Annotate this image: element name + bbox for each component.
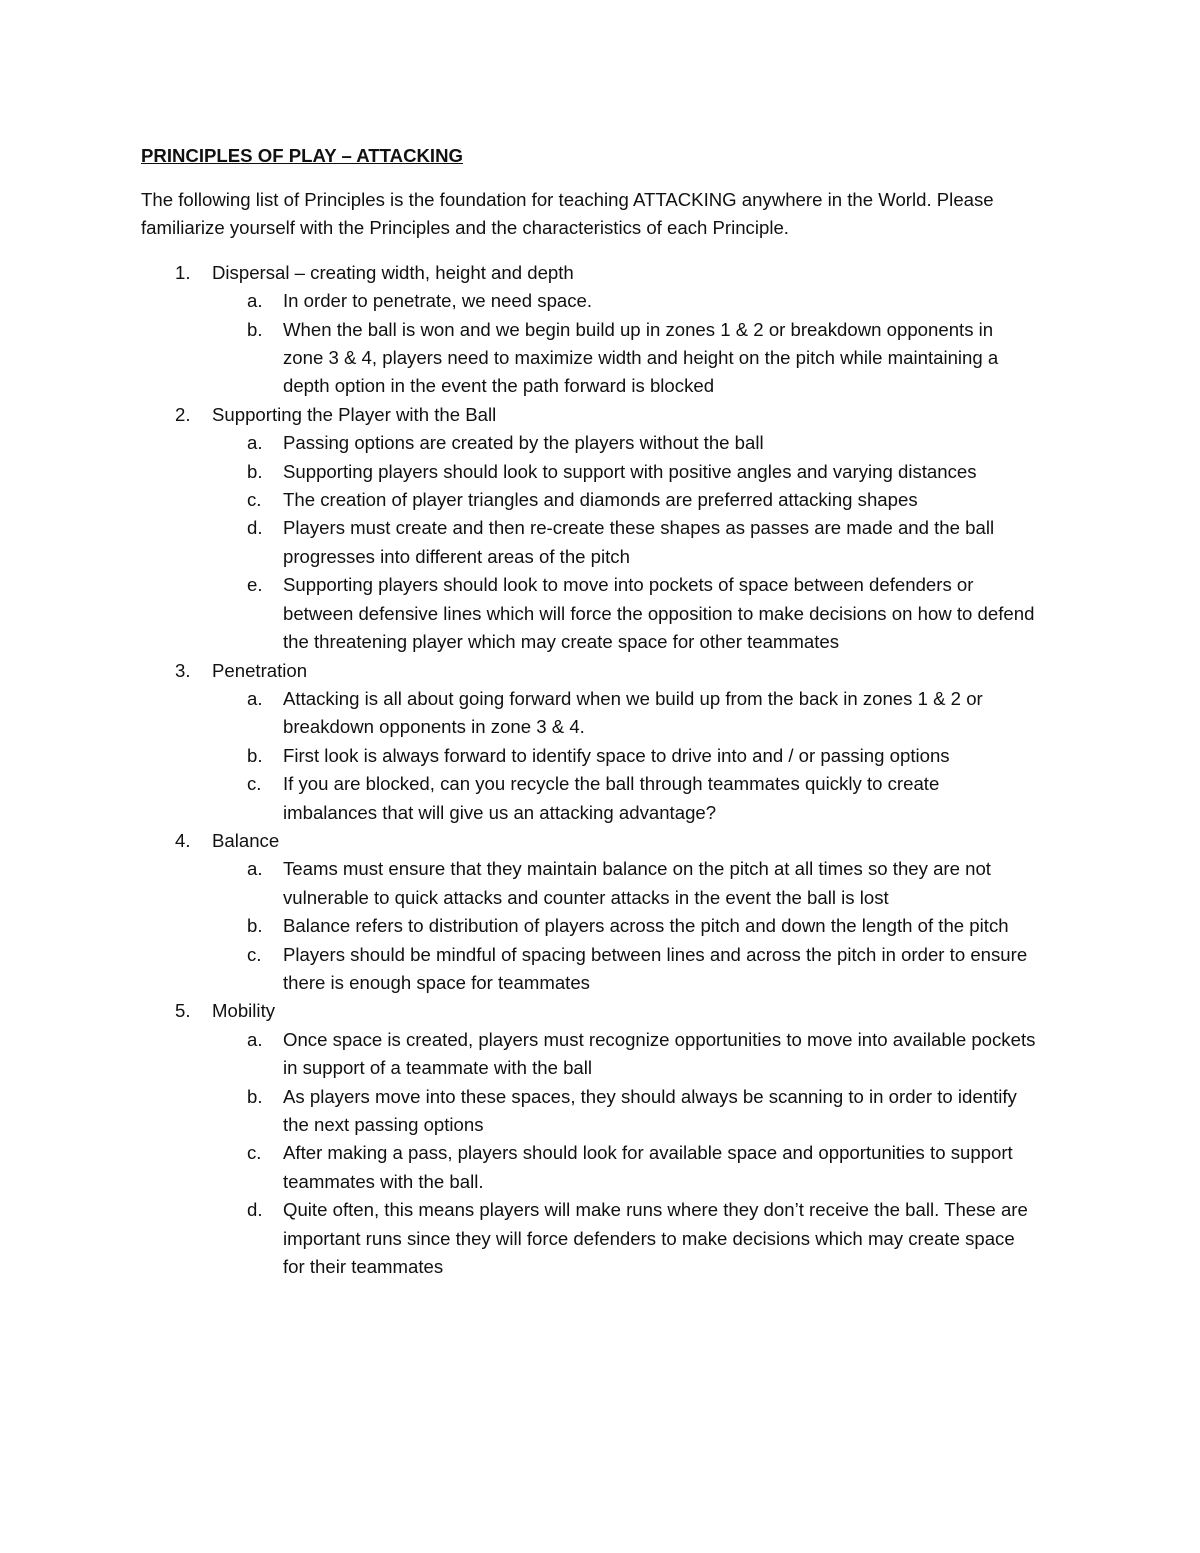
point-letter: a. [247, 858, 263, 880]
principle-points [141, 429, 1061, 656]
principle-heading: Supporting the Player with the Ball [212, 403, 497, 425]
point-item [141, 571, 1061, 656]
point-item [141, 855, 1061, 912]
point-item [141, 1196, 1061, 1281]
point-text: After making a pass, players should look for available space and opportunities to support teammates with the ball. [283, 1142, 1013, 1192]
principle-item [141, 259, 1061, 287]
principle-number: 1. [175, 261, 191, 283]
document-title: PRINCIPLES OF PLAY – ATTACKING [141, 145, 463, 166]
point-text: Passing options are created by the players without the ball [283, 432, 764, 454]
point-text: The creation of player triangles and diamonds are preferred attacking shapes [283, 489, 918, 511]
intro-paragraph: The following list of Principles is the foundation for teaching ATTACKING anywhere in the World. Please familiarize yourself with the Principles and the characteristics of each Principle. [141, 189, 994, 239]
point-text: Supporting players should look to support with positive angles and varying distances [283, 460, 977, 482]
point-text: Once space is created, players must recognize opportunities to move into available pockets in support of a teammate with the ball [283, 1028, 1036, 1079]
document-body [141, 140, 1061, 1281]
point-letter: b. [247, 915, 263, 937]
point-text: Teams must ensure that they maintain balance on the pitch at all times so they are not vulnerable to quick attacks and counter attacks in the event the ball is lost [283, 858, 991, 908]
principle-number: 4. [175, 829, 191, 851]
point-item [141, 287, 1061, 315]
point-letter: a. [247, 432, 263, 454]
principle-heading: Penetration [212, 659, 308, 681]
point-letter: a. [247, 1028, 263, 1050]
point-text: Players should be mindful of spacing between lines and across the pitch in order to ensure there is enough space for teammates [283, 943, 1028, 993]
point-item [141, 941, 1061, 998]
point-item [141, 742, 1061, 770]
principle-item [141, 401, 1061, 429]
point-letter: d. [247, 1199, 263, 1221]
point-item [141, 912, 1061, 940]
point-text: In order to penetrate, we need space. [283, 290, 593, 312]
point-text: As players move into these spaces, they should always be scanning to in order to identify the next passing options [283, 1085, 1017, 1135]
point-text: Quite often, this means players will make runs where they don’t receive the ball. These are important runs since they will force defenders to make decisions which may create space for their teammates [283, 1199, 1028, 1278]
point-item [141, 486, 1061, 514]
point-text: Players must create and then re-create these shapes as passes are made and the ball progresses into different areas of the pitch [283, 517, 995, 567]
point-item [141, 1083, 1061, 1140]
principle-item [141, 997, 1061, 1025]
point-item [141, 316, 1061, 401]
point-letter: c. [247, 489, 262, 511]
principle-item [141, 657, 1061, 685]
point-item [141, 1139, 1061, 1196]
point-text: First look is always forward to identify space to drive into and / or passing options [283, 744, 950, 766]
point-item [141, 514, 1061, 571]
point-letter: e. [247, 574, 263, 596]
principle-points [141, 1026, 1061, 1282]
principle-heading: Balance [212, 829, 280, 851]
principles-list [141, 259, 1061, 1282]
point-letter: d. [247, 517, 263, 539]
point-letter: b. [247, 460, 263, 482]
point-text: If you are blocked, can you recycle the ball through teammates quickly to create imbalances that will give us an attacking advantage? [283, 773, 940, 823]
point-letter: b. [247, 1085, 263, 1107]
point-letter: b. [247, 318, 263, 340]
point-item [141, 685, 1061, 742]
point-item [141, 458, 1061, 486]
principle-heading: Mobility [212, 1000, 276, 1022]
point-item [141, 770, 1061, 827]
point-letter: b. [247, 744, 263, 766]
point-item [141, 1026, 1061, 1083]
point-letter: c. [247, 1142, 262, 1164]
point-item [141, 429, 1061, 457]
principle-points [141, 855, 1061, 997]
point-text: Balance refers to distribution of players across the pitch and down the length of the pitch [283, 915, 1009, 937]
point-text: When the ball is won and we begin build up in zones 1 & 2 or breakdown opponents in zone 3 & 4, players need to maximize width and height on the pitch while maintaining a depth option in the event the path forward is blocked [283, 318, 999, 397]
point-text: Supporting players should look to move into pockets of space between defenders or between defensive lines which will force the opposition to make decisions on how to defend the threatening player which may create space for other teammates [283, 574, 1035, 653]
principle-number: 5. [175, 1000, 191, 1022]
principle-points [141, 685, 1061, 827]
point-letter: a. [247, 290, 263, 312]
principle-item [141, 827, 1061, 855]
point-text: Attacking is all about going forward when we build up from the back in zones 1 & 2 or breakdown opponents in zone 3 & 4. [283, 687, 983, 738]
principle-heading: Dispersal – creating width, height and depth [212, 261, 574, 283]
principle-points [141, 287, 1061, 401]
point-letter: c. [247, 773, 262, 795]
principle-number: 3. [175, 659, 191, 681]
point-letter: c. [247, 943, 262, 965]
principle-number: 2. [175, 403, 191, 425]
point-letter: a. [247, 687, 263, 709]
